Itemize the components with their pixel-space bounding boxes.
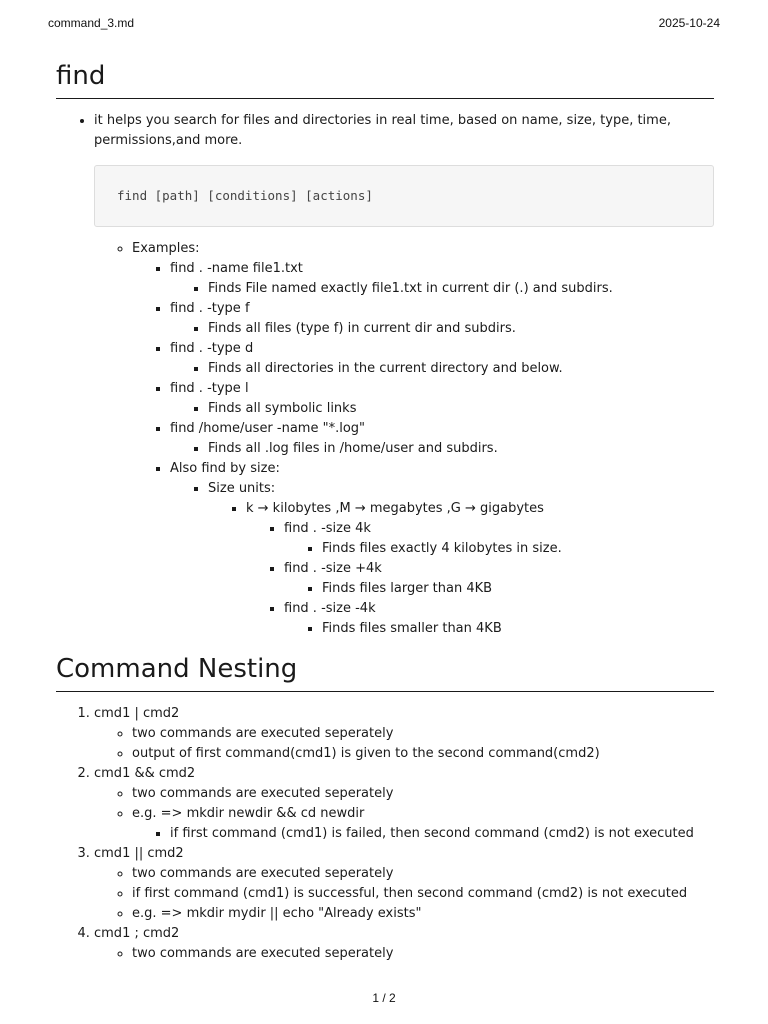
document-filename: command_3.md <box>48 16 135 30</box>
nesting-item <box>94 844 714 924</box>
example-description: ▪ Finds all symbolic links <box>208 399 714 419</box>
example-item <box>170 339 714 379</box>
heading-find: find <box>56 60 714 99</box>
find-list <box>56 111 714 639</box>
nesting-note: ◦ e.g. => mkdir mydir || echo "Already exists" <box>132 904 714 924</box>
examples-item <box>132 239 714 639</box>
size-example-description: ▪ Finds files larger than 4KB <box>322 579 714 599</box>
nesting-command: cmd1 | cmd2 <box>94 706 180 721</box>
example-description: ▪ Finds all directories in the current directory and below. <box>208 359 714 379</box>
nesting-item <box>94 764 714 844</box>
size-units-label: Size units: <box>208 481 276 496</box>
size-item <box>170 459 714 639</box>
code-block <box>94 165 714 227</box>
example-description: ▪ Finds File named exactly file1.txt in current dir (.) and subdirs. <box>208 279 714 299</box>
nesting-subnote: ▪ if first command (cmd1) is failed, then second command (cmd2) is not executed <box>170 824 714 844</box>
size-units-detail-list <box>208 499 714 639</box>
size-example-item <box>284 599 714 639</box>
find-intro-item <box>94 111 714 639</box>
heading-command-nesting: Command Nesting <box>56 653 714 692</box>
example-item <box>170 299 714 339</box>
example-item <box>170 379 714 419</box>
nesting-note: ◦ two commands are executed seperately <box>132 784 714 804</box>
print-header <box>48 16 720 30</box>
nesting-item <box>94 924 714 964</box>
size-units-item <box>246 499 714 639</box>
nesting-note: ◦ if first command (cmd1) is successful, then second command (cmd2) is not executed <box>132 884 714 904</box>
size-example-description: ▪ Finds files exactly 4 kilobytes in size. <box>322 539 714 559</box>
nesting-note: e.g. => mkdir newdir && cd newdir <box>132 806 365 821</box>
size-examples-list <box>246 519 714 639</box>
size-example-item <box>284 519 714 559</box>
size-units-item <box>208 479 714 639</box>
nesting-command: cmd1 || cmd2 <box>94 846 184 861</box>
examples-label: Examples: <box>132 241 200 256</box>
nesting-item <box>94 704 714 764</box>
print-date: 2025-10-24 <box>658 16 720 30</box>
example-command: find . -name file1.txt <box>170 261 303 276</box>
example-command: find /home/user -name "*.log" <box>170 421 366 436</box>
example-command: find . -type f <box>170 301 250 316</box>
example-description: ▪ Finds all .log files in /home/user and subdirs. <box>208 439 714 459</box>
nesting-command: cmd1 ; cmd2 <box>94 926 180 941</box>
page-number: 1 / 2 <box>372 991 396 1005</box>
size-example-command: find . -size -4k <box>284 601 376 616</box>
size-example-item <box>284 559 714 599</box>
code-text: find [path] [conditions] [actions] <box>117 188 373 203</box>
nesting-command: cmd1 && cmd2 <box>94 766 196 781</box>
size-example-description: ▪ Finds files smaller than 4KB <box>322 619 714 639</box>
example-description: ▪ Finds all files (type f) in current dir and subdirs. <box>208 319 714 339</box>
nesting-list <box>56 704 714 964</box>
example-item <box>170 259 714 299</box>
nesting-note-item <box>132 804 714 844</box>
nesting-note: ◦ two commands are executed seperately <box>132 864 714 884</box>
examples-list <box>94 239 714 639</box>
nesting-note: ◦ two commands are executed seperately <box>132 724 714 744</box>
size-example-command: find . -size +4k <box>284 561 382 576</box>
nesting-note: ◦ output of first command(cmd1) is given to the second command(cmd2) <box>132 744 714 764</box>
nesting-note: ◦ two commands are executed seperately <box>132 944 714 964</box>
size-units-text: k → kilobytes ,M → megabytes ,G → gigabytes <box>246 501 544 516</box>
find-intro-text: it helps you search for files and directories in real time, based on name, size, type, time, permissions,and more. <box>94 113 671 148</box>
example-command: find . -type d <box>170 341 254 356</box>
size-label: Also find by size: <box>170 461 280 476</box>
size-units-list <box>170 479 714 639</box>
example-command: find . -type l <box>170 381 249 396</box>
example-commands-list <box>132 259 714 639</box>
document-body <box>56 60 714 964</box>
example-item <box>170 419 714 459</box>
size-example-command: find . -size 4k <box>284 521 371 536</box>
